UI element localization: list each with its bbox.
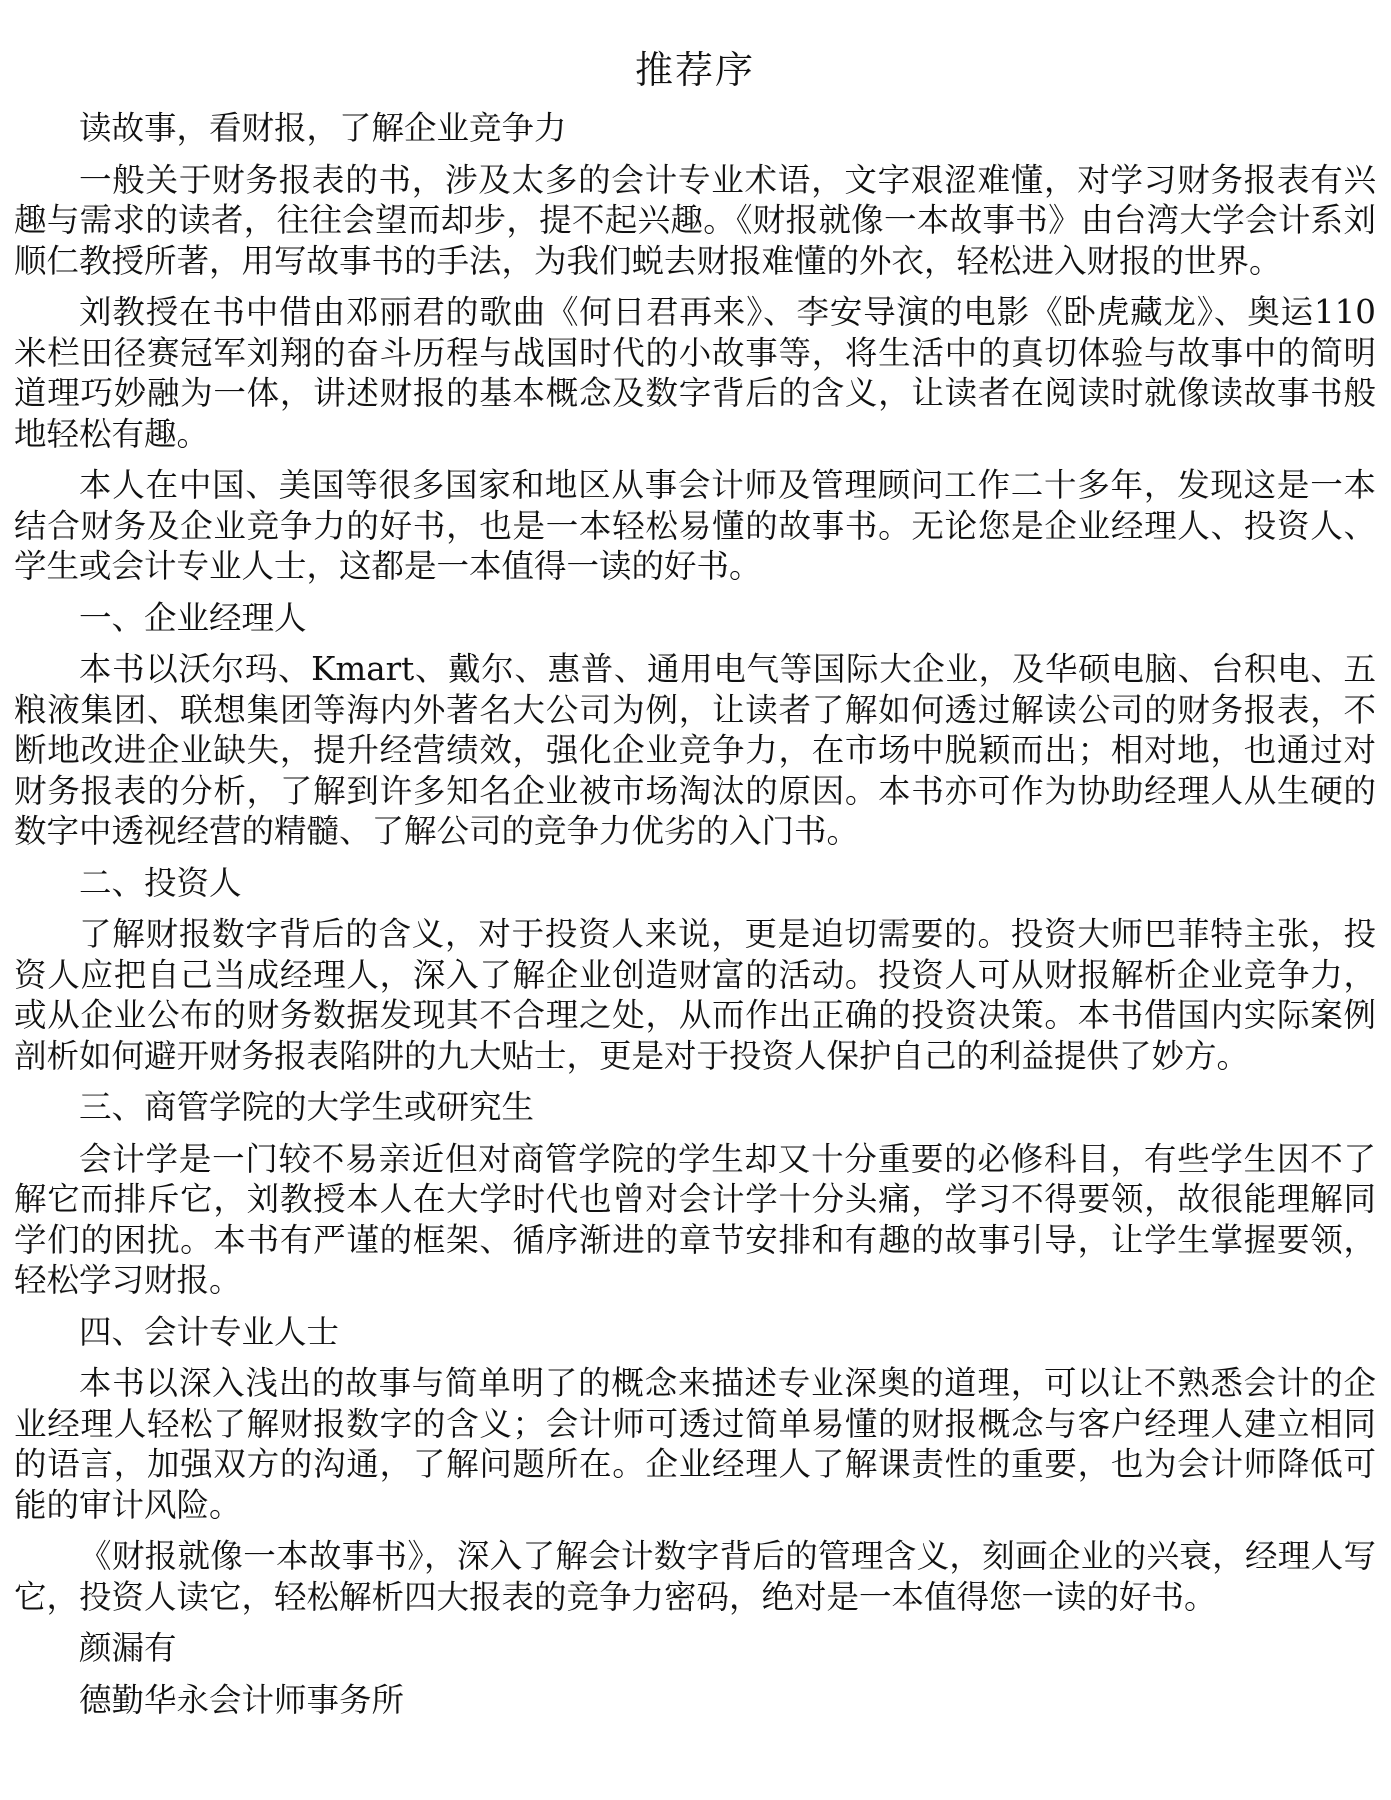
intro-paragraph-3: 本人在中国、美国等很多国家和地区从事会计师及管理顾问工作二十多年，发现这是一本结合财务及企业竞争力的好书，也是一本轻松易懂的故事书。无论您是企业经理人、投资人、学生或会计专业人士，这都是一本值得一读的好书。 xyxy=(14,466,1376,585)
section-heading-students: 三、商管学院的大学生或研究生 xyxy=(79,1088,535,1126)
subtitle: 读故事，看财报，了解企业竞争力 xyxy=(79,109,567,147)
closing-paragraph: 《财报就像一本故事书》，深入了解会计数字背后的管理含义，刻画企业的兴衰，经理人写它，投资人读它，轻松解析四大报表的竞争力密码，绝对是一本值得您一读的好书。 xyxy=(14,1537,1376,1616)
signature-name: 颜漏有 xyxy=(79,1629,177,1667)
intro-paragraph-2: 刘教授在书中借由邓丽君的歌曲《何日君再来》、李安导演的电影《卧虎藏龙》、奥运110米栏田径赛冠军刘翔的奋斗历程与战国时代的小故事等，将生活中的真切体验与故事中的简明道理巧妙融为一体，讲述财报的基本概念及数字背后的含义，让读者在阅读时就像读故事书般地轻松有趣。 xyxy=(14,293,1376,453)
section-heading-investors: 二、投资人 xyxy=(79,863,242,902)
section-body-managers: 本书以沃尔玛、Kmart、戴尔、惠普、通用电气等国际大企业，及华硕电脑、台积电、五粮液集团、联想集团等海内外著名大公司为例，让读者了解如何透过解读公司的财务报表，不断地改进企业缺失，提升经营绩效，强化企业竞争力，在市场中脱颖而出；相对地，也通过对财务报表的分析，了解到许多知名企业被市场淘汰的原因。本书亦可作为协助经理人从生硬的数字中透视经营的精髓、了解公司的竞争力优劣的入门书。 xyxy=(14,650,1376,850)
section-body-investors: 了解财报数字背后的含义，对于投资人来说，更是迫切需要的。投资大师巴菲特主张，投资人应把自己当成经理人，深入了解企业创造财富的活动。投资人可从财报解析企业竞争力，或从企业公布的财务数据发现其不合理之处，从而作出正确的投资决策。本书借国内实际案例剖析如何避开财务报表陷阱的九大贴士，更是对于投资人保护自己的利益提供了妙方。 xyxy=(14,915,1376,1075)
section-body-students: 会计学是一门较不易亲近但对商管学院的学生却又十分重要的必修科目，有些学生因不了解它而排斥它，刘教授本人在大学时代也曾对会计学十分头痛，学习不得要领，故很能理解同学们的困扰。本书有严谨的框架、循序渐进的章节安排和有趣的故事引导，让学生掌握要领，轻松学习财报。 xyxy=(14,1139,1376,1299)
page-title: 推荐序 xyxy=(634,48,755,92)
document-page xyxy=(14,0,1376,1731)
section-heading-accountants: 四、会计专业人士 xyxy=(79,1312,340,1351)
intro-paragraph-1: 一般关于财务报表的书，涉及太多的会计专业术语，文字艰涩难懂，对学习财务报表有兴趣与需求的读者，往往会望而却步，提不起兴趣。《财报就像一本故事书》由台湾大学会计系刘顺仁教授所著，用写故事书的手法，为我们蜕去财报难懂的外衣，轻松进入财报的世界。 xyxy=(14,160,1376,280)
section-body-accountants: 本书以深入浅出的故事与简单明了的概念来描述专业深奥的道理，可以让不熟悉会计的企业经理人轻松了解财报数字的含义；会计师可透过简单易懂的财报概念与客户经理人建立相同的语言，加强双方的沟通，了解问题所在。企业经理人了解课责性的重要，也为会计师降低可能的审计风险。 xyxy=(14,1364,1376,1524)
section-heading-managers: 一、企业经理人 xyxy=(79,598,307,637)
signature-org: 德勤华永会计师事务所 xyxy=(79,1680,405,1719)
